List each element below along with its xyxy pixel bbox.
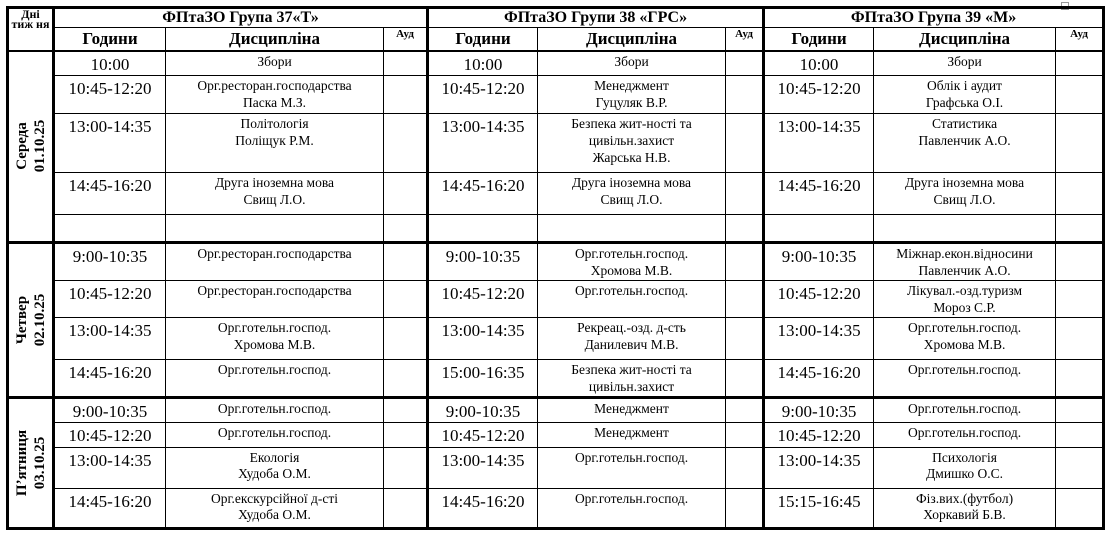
lesson-cell	[874, 76, 1056, 114]
lesson-room	[384, 397, 428, 422]
lesson-subject: Орг.готельн.господ.	[907, 400, 1022, 416]
lesson-cell	[166, 243, 384, 281]
col-room-header: Ауд	[384, 28, 428, 51]
day-of-week-header: Дні тиж ня	[8, 8, 54, 51]
lesson-time: 13:00-14:35	[54, 447, 166, 488]
lesson-teacher: Паска М.З.	[243, 94, 306, 110]
lesson-subject: Орг.готельн.господ.	[907, 424, 1022, 440]
lesson-room	[384, 173, 428, 215]
lesson-row	[8, 173, 1104, 215]
lesson-row	[8, 422, 1104, 447]
group-title-row	[8, 8, 1104, 28]
day-label-text	[13, 120, 49, 173]
lesson-row	[8, 243, 1104, 281]
lesson-time: 9:00-10:35	[428, 243, 538, 281]
lesson-room	[1056, 447, 1104, 488]
lesson-room	[726, 422, 764, 447]
lesson-cell	[538, 422, 726, 447]
lesson-time: 13:00-14:35	[428, 447, 538, 488]
lesson-time: 13:00-14:35	[54, 114, 166, 173]
lesson-row	[8, 76, 1104, 114]
lesson-room	[1056, 281, 1104, 318]
lesson-time	[428, 215, 538, 243]
lesson-teacher: Свищ Л.О.	[600, 191, 663, 207]
lesson-cell	[538, 215, 726, 243]
lesson-time: 14:45-16:20	[764, 173, 874, 215]
lesson-subject: Екологія	[249, 449, 300, 465]
lesson-cell	[538, 51, 726, 76]
lesson-cell	[874, 359, 1056, 397]
lesson-cell	[166, 281, 384, 318]
col-room-header: Ауд	[726, 28, 764, 51]
lesson-time: 13:00-14:35	[764, 447, 874, 488]
lesson-room	[1056, 317, 1104, 359]
lesson-subject: Орг.екскурсійної д-сті	[210, 490, 339, 506]
lesson-cell	[874, 422, 1056, 447]
lesson-teacher: Гуцуляк В.Р.	[595, 94, 668, 110]
lesson-cell	[166, 173, 384, 215]
lesson-teacher: Павленчик А.О.	[918, 132, 1011, 148]
lesson-cell	[538, 359, 726, 397]
lesson-teacher: Павленчик А.О.	[918, 262, 1011, 278]
lesson-teacher: Худоба О.М.	[238, 507, 311, 523]
lesson-teacher: Хромова М.В.	[923, 336, 1006, 352]
lesson-room	[726, 76, 764, 114]
lesson-room	[726, 359, 764, 397]
col-subject-header: Дисципліна	[166, 28, 384, 51]
lesson-teacher: Свищ Л.О.	[243, 191, 306, 207]
lesson-subject: Безпека жит-ності та цивільн.захист	[571, 116, 692, 148]
lesson-row	[8, 215, 1104, 243]
lesson-subject: Збори	[257, 53, 292, 69]
lesson-subject: Орг.ресторан.господарства	[197, 246, 352, 261]
lesson-subject: Орг.готельн.господ.	[217, 361, 332, 377]
lesson-room	[1056, 397, 1104, 422]
lesson-cell	[874, 488, 1056, 528]
column-header-row	[8, 28, 1104, 51]
lesson-time: 10:45-12:20	[428, 422, 538, 447]
lesson-time: 14:45-16:20	[428, 488, 538, 528]
lesson-time: 14:45-16:20	[54, 488, 166, 528]
lesson-time: 9:00-10:35	[764, 397, 874, 422]
lesson-time: 13:00-14:35	[764, 114, 874, 173]
lesson-cell	[166, 114, 384, 173]
lesson-cell	[538, 76, 726, 114]
lesson-teacher: Графська О.І.	[925, 94, 1004, 110]
col-hours-header: Години	[54, 28, 166, 51]
lesson-room	[1056, 488, 1104, 528]
lesson-cell	[538, 488, 726, 528]
lesson-teacher: Поліщук Р.М.	[235, 132, 314, 148]
col-room-header: Ауд	[1056, 28, 1104, 51]
lesson-time: 10:00	[54, 51, 166, 76]
lesson-cell	[166, 317, 384, 359]
lesson-room	[384, 447, 428, 488]
lesson-cell	[874, 447, 1056, 488]
lesson-room	[726, 51, 764, 76]
day-name: П’ятниця	[13, 429, 30, 496]
lesson-subject: Статистика	[931, 116, 998, 131]
lesson-cell	[874, 317, 1056, 359]
lesson-room	[1056, 215, 1104, 243]
lesson-cell	[166, 215, 384, 243]
lesson-room	[384, 243, 428, 281]
lesson-subject: Менеджмент	[594, 400, 669, 416]
lesson-cell	[874, 114, 1056, 173]
lesson-teacher: Свищ Л.О.	[933, 191, 996, 207]
group-title-38: ФПтаЗО Групи 38 «ГРС»	[428, 8, 764, 28]
lesson-subject: Орг.готельн.господ.	[217, 400, 332, 416]
lesson-room	[384, 488, 428, 528]
lesson-cell	[874, 51, 1056, 76]
lesson-teacher: Мороз С.Р.	[933, 299, 996, 315]
lesson-time	[764, 215, 874, 243]
lesson-subject: Міжнар.екон.відносини	[896, 246, 1033, 261]
lesson-time: 13:00-14:35	[428, 114, 538, 173]
lesson-row	[8, 281, 1104, 318]
lesson-room	[384, 76, 428, 114]
lesson-subject: Політологія	[240, 116, 309, 131]
lesson-cell	[874, 281, 1056, 318]
lesson-row	[8, 51, 1104, 76]
lesson-row	[8, 317, 1104, 359]
lesson-teacher: Худоба О.М.	[238, 466, 311, 482]
lesson-time: 13:00-14:35	[54, 317, 166, 359]
lesson-cell	[166, 422, 384, 447]
lesson-teacher: Данилевич М.В.	[584, 336, 679, 352]
lesson-time: 10:45-12:20	[764, 281, 874, 318]
lesson-subject: Друга іноземна мова	[571, 175, 692, 190]
lesson-cell	[166, 447, 384, 488]
lesson-cell	[166, 51, 384, 76]
lesson-cell	[538, 114, 726, 173]
lesson-room	[1056, 173, 1104, 215]
lesson-subject: Збори	[947, 53, 982, 69]
lesson-cell	[874, 397, 1056, 422]
col-hours-header: Години	[428, 28, 538, 51]
lesson-subject: Психологія	[932, 449, 997, 465]
day-label-text	[13, 294, 49, 347]
lesson-row	[8, 359, 1104, 397]
lesson-time: 9:00-10:35	[764, 243, 874, 281]
lesson-subject: Друга іноземна мова	[904, 175, 1025, 190]
lesson-subject: Орг.готельн.господ.	[217, 319, 332, 335]
lesson-cell	[166, 488, 384, 528]
lesson-time: 9:00-10:35	[54, 243, 166, 281]
lesson-time: 15:00-16:35	[428, 359, 538, 397]
lesson-room	[384, 317, 428, 359]
lesson-cell	[538, 447, 726, 488]
lesson-time: 14:45-16:20	[54, 173, 166, 215]
col-subject-header: Дисципліна	[874, 28, 1056, 51]
lesson-cell	[874, 173, 1056, 215]
lesson-room	[726, 173, 764, 215]
lesson-time: 14:45-16:20	[764, 359, 874, 397]
lesson-subject: Орг.ресторан.господарства	[197, 283, 352, 298]
lesson-row	[8, 447, 1104, 488]
lesson-cell	[874, 243, 1056, 281]
lesson-time: 10:00	[428, 51, 538, 76]
day-name: Середа	[13, 122, 30, 171]
lesson-room	[726, 215, 764, 243]
lesson-room	[726, 447, 764, 488]
lesson-room	[726, 397, 764, 422]
day-date: 01.10.25	[31, 120, 48, 173]
lesson-teacher: Дмишко О.С.	[926, 466, 1003, 482]
day-name: Четвер	[13, 295, 30, 344]
lesson-subject: Лікувал.-озд.туризм	[906, 283, 1023, 298]
lesson-subject: Орг.готельн.господ.	[574, 283, 689, 298]
lesson-room	[384, 114, 428, 173]
lesson-room	[1056, 422, 1104, 447]
lesson-room	[726, 114, 764, 173]
lesson-subject: Збори	[614, 53, 649, 69]
lesson-subject: Орг.готельн.господ.	[907, 361, 1022, 377]
lesson-cell	[538, 317, 726, 359]
lesson-subject: Менеджмент	[594, 424, 669, 440]
lesson-cell	[874, 215, 1056, 243]
lesson-time: 14:45-16:20	[54, 359, 166, 397]
lesson-cell	[166, 397, 384, 422]
lesson-cell	[166, 76, 384, 114]
lesson-time: 13:00-14:35	[428, 317, 538, 359]
group-title-37: ФПтаЗО Група 37«Т»	[54, 8, 428, 28]
group-title-39: ФПтаЗО Група 39 «М»	[764, 8, 1104, 28]
lesson-cell	[538, 397, 726, 422]
lesson-room	[726, 488, 764, 528]
lesson-subject: Орг.готельн.господ.	[217, 424, 332, 440]
lesson-cell	[166, 359, 384, 397]
lesson-teacher: Хоркавий Б.В.	[923, 507, 1006, 523]
lesson-subject: Орг.ресторан.господарства	[197, 78, 352, 93]
lesson-room	[384, 281, 428, 318]
lesson-time: 9:00-10:35	[54, 397, 166, 422]
lesson-time: 10:45-12:20	[428, 281, 538, 318]
lesson-time: 13:00-14:35	[764, 317, 874, 359]
lesson-time: 10:45-12:20	[428, 76, 538, 114]
lesson-room	[384, 215, 428, 243]
lesson-room	[726, 243, 764, 281]
lesson-time	[54, 215, 166, 243]
lesson-time: 10:00	[764, 51, 874, 76]
lesson-subject: Орг.готельн.господ.	[574, 449, 689, 465]
lesson-time: 10:45-12:20	[764, 76, 874, 114]
lesson-subject: Друга іноземна мова	[214, 175, 335, 190]
col-hours-header: Години	[764, 28, 874, 51]
lesson-time: 14:45-16:20	[428, 173, 538, 215]
lesson-row	[8, 488, 1104, 528]
lesson-time: 10:45-12:20	[764, 422, 874, 447]
day-label	[8, 243, 54, 398]
lesson-subject: Орг.готельн.господ.	[907, 319, 1022, 335]
lesson-subject: Менеджмент	[594, 78, 669, 93]
lesson-cell	[538, 173, 726, 215]
lesson-room	[1056, 114, 1104, 173]
lesson-cell	[538, 243, 726, 281]
lesson-room	[1056, 51, 1104, 76]
lesson-teacher: Хромова М.В.	[233, 336, 316, 352]
lesson-time: 15:15-16:45	[764, 488, 874, 528]
lesson-room	[726, 281, 764, 318]
lesson-row	[8, 114, 1104, 173]
lesson-subject: Безпека жит-ності та цивільн.захист	[571, 361, 692, 394]
lesson-room	[384, 51, 428, 76]
lesson-subject: Фіз.вих.(футбол)	[915, 490, 1014, 506]
lesson-subject: Орг.готельн.господ.	[574, 246, 689, 261]
col-subject-header: Дисципліна	[538, 28, 726, 51]
day-label	[8, 397, 54, 528]
lesson-room	[384, 359, 428, 397]
lesson-room	[1056, 243, 1104, 281]
lesson-time: 9:00-10:35	[428, 397, 538, 422]
lesson-room	[1056, 359, 1104, 397]
lesson-time: 10:45-12:20	[54, 281, 166, 318]
lesson-row	[8, 397, 1104, 422]
day-label	[8, 51, 54, 243]
day-date: 02.10.25	[31, 293, 48, 346]
schedule-table	[6, 6, 1105, 530]
lesson-subject: Облік і аудит	[927, 78, 1003, 93]
lesson-teacher: Жарська Н.В.	[592, 149, 671, 165]
lesson-cell	[538, 281, 726, 318]
day-date: 03.10.25	[31, 436, 48, 489]
lesson-time: 10:45-12:20	[54, 422, 166, 447]
lesson-subject: Рекреац.-озд. д-сть	[577, 319, 686, 335]
lesson-room	[1056, 76, 1104, 114]
lesson-room	[384, 422, 428, 447]
lesson-room	[726, 317, 764, 359]
lesson-time: 10:45-12:20	[54, 76, 166, 114]
lesson-subject: Орг.готельн.господ.	[574, 490, 689, 506]
day-label-text	[13, 429, 49, 495]
lesson-teacher: Хромова М.В.	[590, 262, 673, 278]
